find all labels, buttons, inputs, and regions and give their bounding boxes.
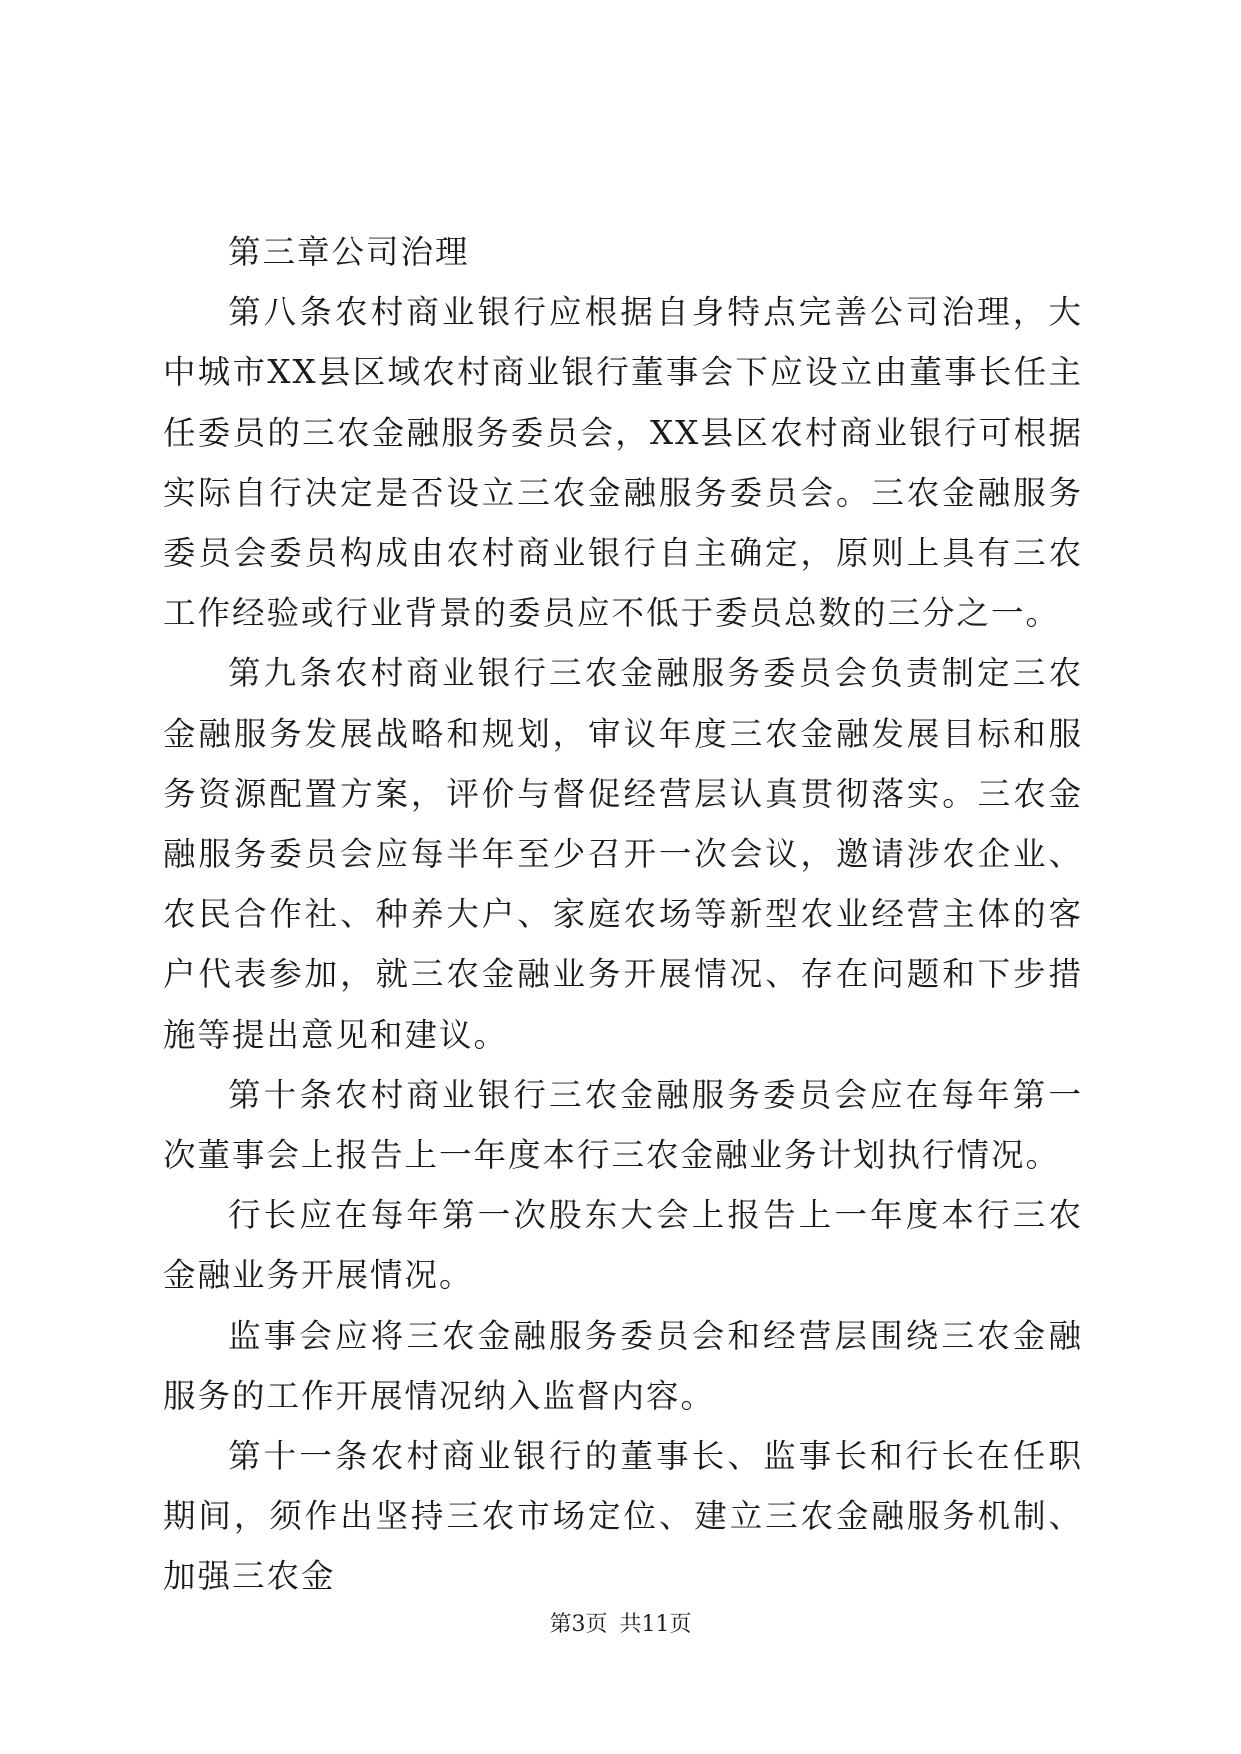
page-footer xyxy=(0,1610,1241,1640)
paragraph-supervisory-board: 监事会应将三农金融服务委员会和经营层围绕三农金融服务的工作开展情况纳入监督内容。 xyxy=(163,1316,1083,1415)
chapter-heading: 第三章公司治理 xyxy=(228,233,470,271)
paragraph-article-8: 第八条农村商业银行应根据自身特点完善公司治理，大中城市XX县区域农村商业银行董事会下应设立由董事长任主任委员的三农金融服务委员会，XX县区农村商业银行可根据实际自行决定是否设立三农金融服务委员会。三农金融服务委员会委员构成由农村商业银行自主确定，原则上具有三农工作经验或行业背景的委员应不低于委员总数的三分之一。 xyxy=(163,293,1083,633)
page-total: 共11页 xyxy=(619,1612,692,1637)
paragraph-article-10: 第十条农村商业银行三农金融服务委员会应在每年第一次董事会上报告上一年度本行三农金融业务计划执行情况。 xyxy=(163,1075,1083,1175)
paragraph-article-9: 第九条农村商业银行三农金融服务委员会负责制定三农金融服务发展战略和规划，审议年度三农金融发展目标和服务资源配置方案，评价与督促经营层认真贯彻落实。三农金融服务委员会应每半年至少召开一次会议，邀请涉农企业、农民合作社、种养大户、家庭农场等新型农业经营主体的客户代表参加，就三农金融业务开展情况、存在问题和下步措施等提出意见和建议。 xyxy=(163,654,1083,1054)
document-body xyxy=(163,222,1083,1607)
paragraph-article-11: 第十一条农村商业银行的董事长、监事长和行长在任职期间，须作出坚持三农市场定位、建立三农金融服务机制、加强三农金 xyxy=(163,1437,1083,1596)
page-number: 第3页 xyxy=(549,1612,608,1637)
paragraph-president-report: 行长应在每年第一次股东大会上报告上一年度本行三农金融业务开展情况。 xyxy=(163,1196,1083,1295)
